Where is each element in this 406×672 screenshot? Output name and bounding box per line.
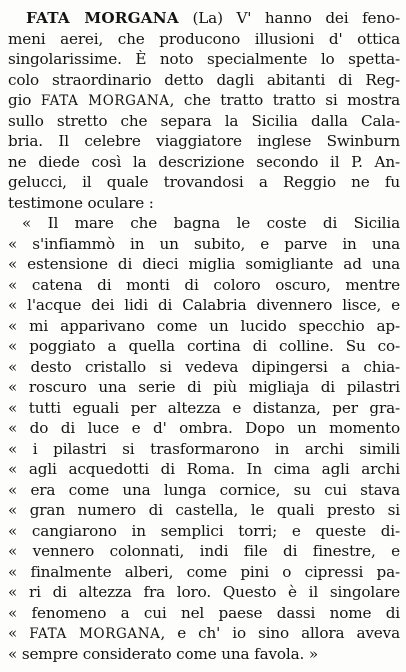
quote-line xyxy=(8,316,400,337)
quote-line xyxy=(8,336,400,357)
entry-quotation xyxy=(8,213,400,664)
line-text: « agli acquedotti di Roma. In cima agli archi xyxy=(8,460,400,478)
quote-line xyxy=(8,562,400,583)
line-text: bria. Il celebre viaggiatore inglese Swinburn xyxy=(8,132,400,150)
text-line xyxy=(8,70,400,91)
line-text: « s'infiammò in un subito, e parve in una xyxy=(8,234,400,253)
small-caps-term: FATA MORGANA xyxy=(29,626,161,642)
text-line xyxy=(8,172,400,193)
line-text: « mi apparivano come un lucido specchio ap- xyxy=(8,316,400,335)
line-text: , che tratto tratto si mostra xyxy=(169,91,400,109)
entry-headword: FATA MORGANA xyxy=(26,9,179,27)
quote-line xyxy=(8,459,400,480)
quote-line xyxy=(8,213,400,234)
quote-line xyxy=(8,295,400,316)
line-text: « sempre considerato come una favola. » xyxy=(8,644,319,663)
text-line xyxy=(8,8,400,29)
text-line xyxy=(8,49,400,70)
line-text: « do di luce e d' ombra. Dopo un momento xyxy=(8,419,400,437)
line-text: « tutti eguali per altezza e distanza, per gra- xyxy=(8,398,400,417)
quote-line xyxy=(8,500,400,521)
quote-line xyxy=(8,254,400,275)
line-text: « finalmente alberi, come pini o cipressi pa- xyxy=(8,562,400,581)
small-caps-term: FATA MORGANA xyxy=(40,93,170,109)
line-text: « poggiato a quella cortina di colline. Su co- xyxy=(8,337,400,355)
text-line xyxy=(8,193,400,214)
text-line xyxy=(8,111,400,132)
line-text: sullo stretto che separa la Sicilia dalla Cala- xyxy=(8,111,400,130)
line-text: gio xyxy=(8,91,41,109)
line-text: colo straordinario detto dagli abitanti di Reg- xyxy=(8,70,400,89)
line-text: « roscuro una serie di più migliaja di pilastri xyxy=(8,378,400,396)
quote-line xyxy=(8,480,400,501)
line-text: « ri di altezza fra loro. Questo è il singolare xyxy=(8,583,400,601)
quote-line xyxy=(8,275,400,296)
line-text: « catena di monti di coloro oscuro, mentre xyxy=(8,275,400,294)
text-line xyxy=(8,90,400,111)
line-text: « era come una lunga cornice, su cui stava xyxy=(8,480,400,499)
line-text: testimone oculare : xyxy=(8,193,154,212)
quote-line xyxy=(8,521,400,542)
line-text: « estensione di dieci miglia somigliante ad una xyxy=(8,255,400,273)
text-line xyxy=(8,152,400,173)
line-text: « gran numero di castella, le quali presto si xyxy=(8,501,400,519)
line-text: « cangiarono in semplici torri; e queste di- xyxy=(8,521,400,540)
quote-line xyxy=(8,644,400,665)
line-text: « desto cristallo si vedeva dipingersi a chia- xyxy=(8,357,400,376)
quote-line xyxy=(8,357,400,378)
quote-line xyxy=(8,541,400,562)
quote-line xyxy=(8,439,400,460)
quote-line xyxy=(8,398,400,419)
text-line xyxy=(8,29,400,50)
quote-line xyxy=(8,234,400,255)
line-text: singolarissime. È noto specialmente lo spetta- xyxy=(8,50,400,68)
quote-line xyxy=(8,418,400,439)
line-text: (La) V' hanno dei feno- xyxy=(178,9,401,27)
quote-line xyxy=(8,623,400,644)
line-text: « i pilastri si trasformarono in archi simili xyxy=(8,439,400,458)
quote-line xyxy=(8,377,400,398)
line-text: « vennero colonnati, indi file di finestre, e xyxy=(8,542,400,560)
quote-line xyxy=(8,582,400,603)
line-text: « xyxy=(8,624,30,642)
text-line xyxy=(8,131,400,152)
line-text: gelucci, il quale trovandosi a Reggio ne fu xyxy=(8,173,400,191)
quote-line xyxy=(8,603,400,624)
line-text: « l'acque dei lidi di Calabria divennero lisce, e xyxy=(8,296,400,314)
line-text: , e ch' io sino allora aveva xyxy=(160,624,400,642)
encyclopedia-entry xyxy=(8,8,400,664)
line-text: meni aerei, che producono illusioni d' ottica xyxy=(8,29,400,48)
line-text: « fenomeno a cui nel paese dassi nome di xyxy=(8,603,400,622)
line-text: « Il mare che bagna le coste di Sicilia xyxy=(22,214,400,232)
line-text: ne diede così la descrizione secondo il P. An- xyxy=(8,152,400,171)
entry-intro-paragraph xyxy=(8,8,400,213)
